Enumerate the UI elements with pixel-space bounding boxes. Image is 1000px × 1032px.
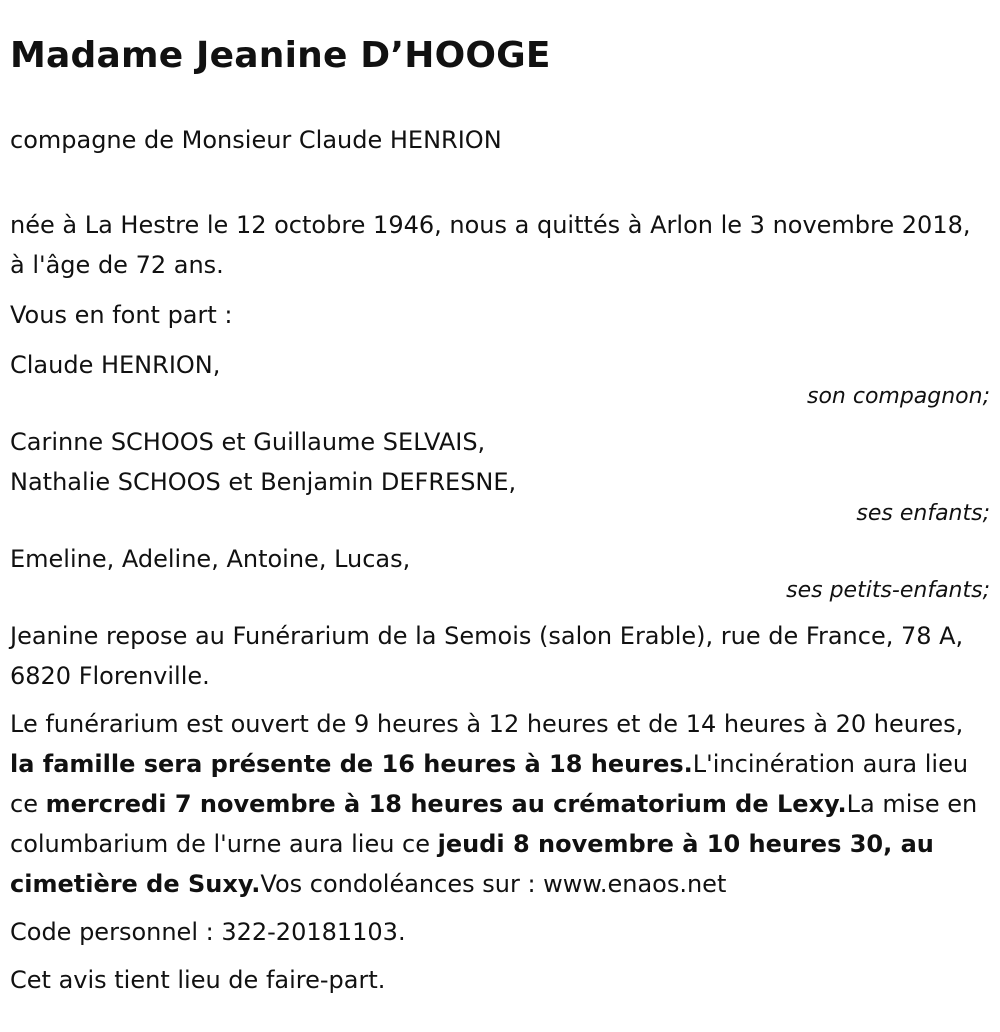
hours-bold-2: mercredi 7 novembre à 18 heures au crématorium de Lexy. — [45, 790, 847, 818]
hours-text-3: La mise en columbarium de l'urne aura lieu ce — [10, 790, 978, 858]
hours-paragraph — [10, 704, 990, 904]
companion-role: son compagnon; — [806, 384, 990, 409]
code-paragraph: Code personnel : 322-20181103. — [10, 918, 406, 946]
hours-text-4: Vos condoléances sur : www.enaos.net — [260, 870, 727, 898]
hours-text-2: L'incinération aura lieu ce — [10, 750, 969, 818]
hours-text-1: Le funérarium est ouvert de 9 heures à 12 heures et de 14 heures à 20 heures, — [10, 710, 964, 738]
birth-paragraph: née à La Hestre le 12 octobre 1946, nous a quittés à Arlon le 3 novembre 2018, à l'âge de 72 ans. — [10, 211, 971, 279]
child-line-2: Nathalie SCHOOS et Benjamin DEFRESNE, — [10, 468, 517, 496]
grandchildren-role: ses petits-enfants; — [786, 578, 990, 603]
page-title: Madame Jeanine D’HOOGE — [10, 35, 551, 76]
hours-bold-1: la famille sera présente de 16 heures à 18 heures. — [10, 750, 693, 778]
child-line-1: Carinne SCHOOS et Guillaume SELVAIS, — [10, 428, 486, 456]
announce-intro: Vous en font part : — [10, 301, 233, 329]
closing-paragraph: Cet avis tient lieu de faire-part. — [10, 966, 386, 994]
hours-bold-3: jeudi 8 novembre à 10 heures 30, au cimetière de Suxy. — [10, 830, 934, 898]
repose-paragraph: Jeanine repose au Funérarium de la Semois (salon Erable), rue de France, 78 A, 6820 Florenville. — [10, 622, 964, 690]
grandchildren-names: Emeline, Adeline, Antoine, Lucas, — [10, 545, 411, 573]
family-list — [10, 345, 990, 603]
children-role: ses enfants; — [856, 501, 990, 526]
companion-name: Claude HENRION, — [10, 351, 221, 379]
subtitle: compagne de Monsieur Claude HENRION — [10, 126, 502, 154]
